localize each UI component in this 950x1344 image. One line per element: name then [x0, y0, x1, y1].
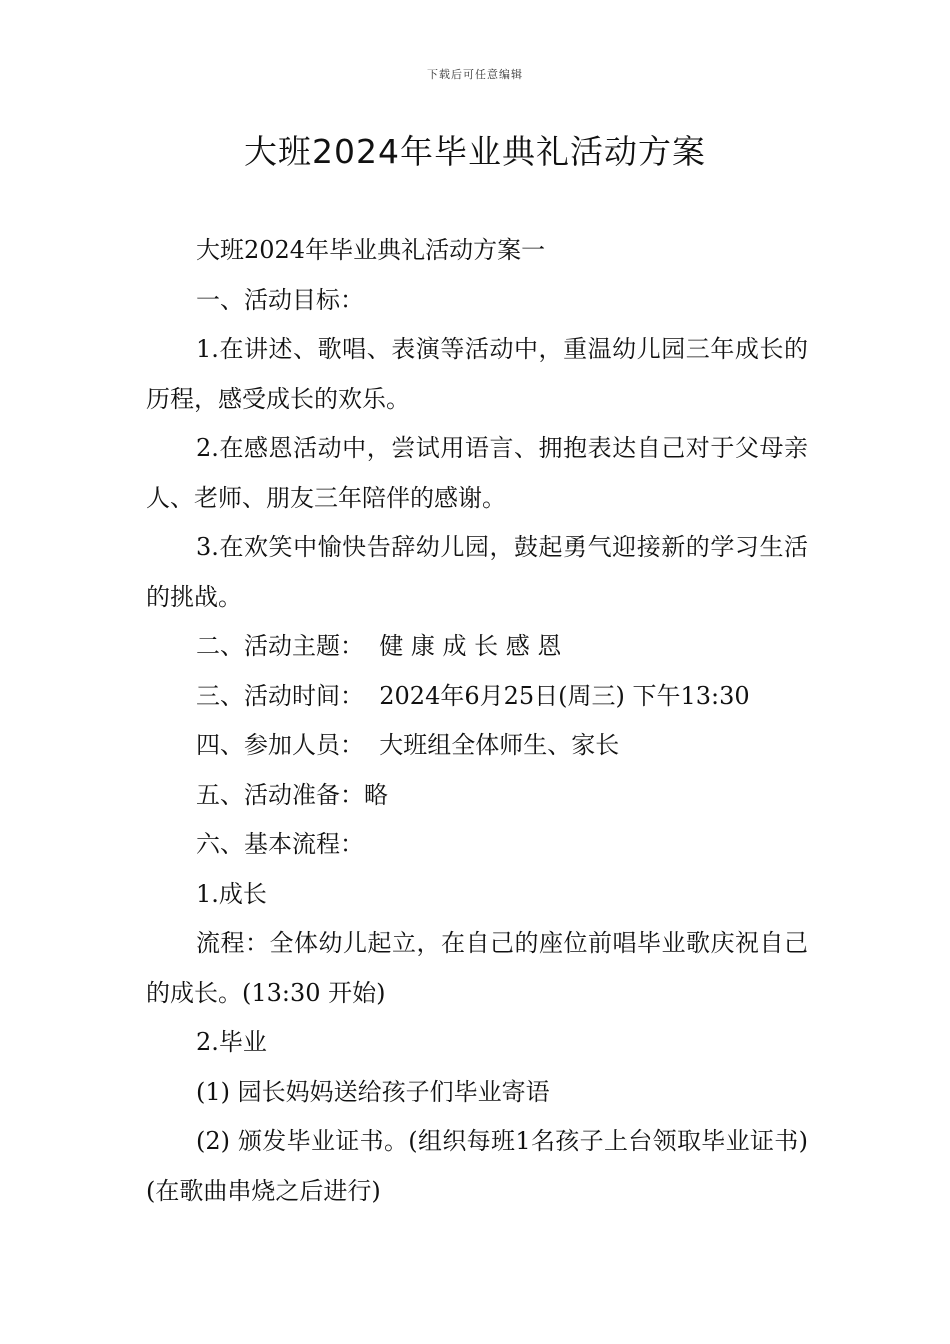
paragraph-section-goals: 一、活动目标： — [196, 285, 364, 314]
paragraph-participants: 四、参加人员： 大班组全体师生、家长 — [196, 731, 620, 759]
paragraph-time: 三、活动时间： 2024年6月25日(周三) 下午13:30 — [196, 681, 750, 710]
document-title: 大班2024年毕业典礼活动方案 — [244, 132, 706, 171]
document-body — [146, 226, 808, 1216]
paragraph-goal-2: 2.在感恩活动中，尝试用语言、拥抱表达自己对于父母亲人、老师、朋友三年陪伴的感谢。 — [146, 434, 808, 512]
paragraph-theme: 二、活动主题： 健 康 成 长 感 恩 — [196, 632, 562, 660]
paragraph-step-1: 1.成长 — [196, 879, 267, 908]
header-note: 下载后可任意编辑 — [427, 68, 523, 81]
paragraph-step-2: 2.毕业 — [196, 1028, 267, 1056]
paragraph-step-2-item-2: (2) 颁发毕业证书。(组织每班1名孩子上台领取毕业证书)(在歌曲串烧之后进行) — [146, 1127, 808, 1205]
paragraph-step-1-detail: 流程：全体幼儿起立，在自己的座位前唱毕业歌庆祝自己的成长。(13:30 开始) — [146, 929, 808, 1007]
paragraph-subtitle: 大班2024年毕业典礼活动方案一 — [196, 236, 546, 264]
paragraph-step-2-item-1: (1) 园长妈妈送给孩子们毕业寄语 — [196, 1077, 550, 1106]
paragraph-goal-3: 3.在欢笑中愉快告辞幼儿园，鼓起勇气迎接新的学习生活的挑战。 — [146, 533, 808, 611]
paragraph-section-process: 六、基本流程： — [196, 830, 364, 858]
paragraph-preparation: 五、活动准备：略 — [196, 780, 388, 809]
paragraph-goal-1: 1.在讲述、歌唱、表演等活动中，重温幼儿园三年成长的历程，感受成长的欢乐。 — [146, 335, 808, 413]
